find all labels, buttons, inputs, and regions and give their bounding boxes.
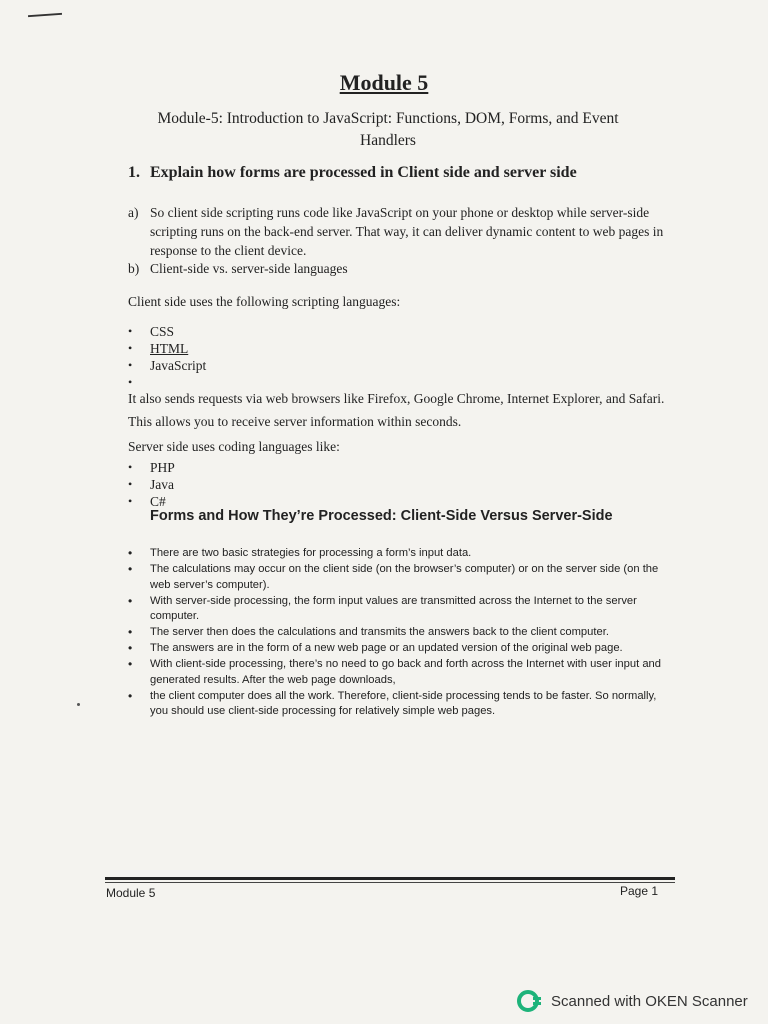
point-b <box>128 259 668 278</box>
list-item: • HTML <box>128 340 206 357</box>
question-number: 1. <box>128 164 140 181</box>
point-label: a) <box>128 205 139 220</box>
question-text: Explain how forms are processed in Client side and server side <box>150 164 577 181</box>
list-item: • The calculations may occur on the client side (on the browser’s computer) or on the server side (on the web server’s computer). <box>128 562 673 593</box>
list-item: • the client computer does all the work. Therefore, client-side processing tends to be faster. So normally, you should use client-side processing for relatively simple web pages. <box>128 689 673 720</box>
ink-dot-mark <box>77 703 80 706</box>
list-item: • C# <box>128 493 175 510</box>
oken-logo-icon <box>517 988 543 1014</box>
point-label: b) <box>128 261 140 276</box>
point-text: Client-side vs. server-side languages <box>150 261 348 276</box>
pen-stroke-mark <box>28 13 62 17</box>
server-language-list <box>128 459 175 510</box>
footer-module-label: Module 5 <box>106 886 156 900</box>
list-item: • The answers are in the form of a new web page or an updated version of the original web page. <box>128 641 673 657</box>
list-item: • The server then does the calculations and transmits the answers back to the client computer. <box>128 625 673 641</box>
list-item: • CSS <box>128 323 206 340</box>
browsers-paragraph: It also sends requests via web browsers like Firefox, Google Chrome, Internet Explorer, and Safari. This allows you to receive server information within seconds. <box>128 391 665 429</box>
server-intro: Server side uses coding languages like: <box>128 439 340 454</box>
footer-rule <box>105 877 675 880</box>
scanner-watermark <box>517 988 748 1014</box>
list-item: • There are two basic strategies for processing a form’s input data. <box>128 546 673 562</box>
point-text: So client side scripting runs code like JavaScript on your phone or desktop while server-side scripting runs on the back-end server. That way, it can deliver dynamic content to web pages in response to the client device. <box>150 205 664 258</box>
footer-rule-thin <box>105 882 675 883</box>
question-heading <box>128 164 577 182</box>
page-subtitle: Module-5: Introduction to JavaScript: Functions, DOM, Forms, and Event Handlers <box>157 110 619 149</box>
section-heading: Forms and How They’re Processed: Client-Side Versus Server-Side <box>150 508 613 524</box>
point-a <box>128 203 668 260</box>
list-item: • Java <box>128 476 175 493</box>
list-item: • PHP <box>128 459 175 476</box>
client-language-list <box>128 323 206 374</box>
page-title: Module 5 <box>339 70 429 95</box>
list-item: • With server-side processing, the form input values are transmitted across the Internet to the server computer. <box>128 594 673 625</box>
list-item: • JavaScript <box>128 357 206 374</box>
client-intro: Client side uses the following scripting languages: <box>128 294 401 309</box>
processing-list <box>128 546 673 720</box>
list-item: • With client-side processing, there’s no need to go back and forth across the Internet with user input and generated results. After the web page downloads, <box>128 657 673 688</box>
scanner-text: Scanned with OKEN Scanner <box>551 992 748 1010</box>
footer-page-number: Page 1 <box>620 884 659 898</box>
